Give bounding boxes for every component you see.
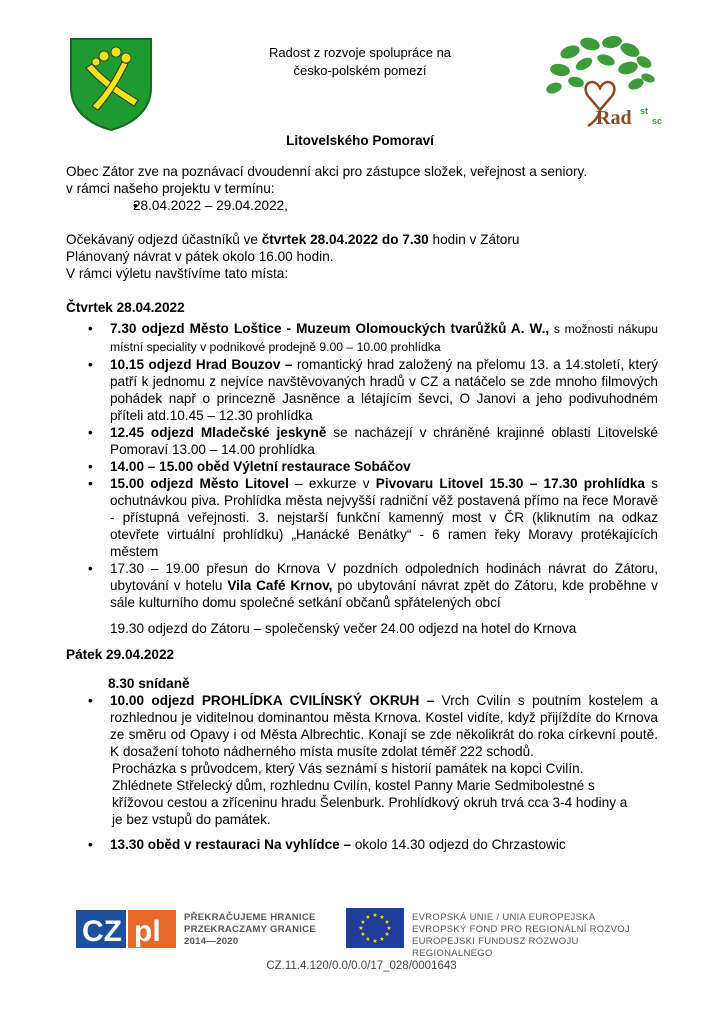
- czpl-line1: PŘEKRAČUJEME HRANICE: [184, 912, 316, 923]
- list-item: • 7.30 odjezd Město Loštice - Muzeum Olomouckých tvarůžků A. W., s možnosti nákupu místní speciality v podnikové prodejně 9.00 – 10.00 prohlídka: [66, 320, 658, 356]
- svg-text:★: ★: [386, 925, 392, 932]
- list-item: • 14.00 – 15.00 oběd Výletní restaurace Sobáčov: [66, 458, 658, 475]
- project-code: CZ.11.4.120/0.0/0.0/17_028/0001643: [266, 960, 457, 972]
- list-item: • 15.00 odjezd Město Litovel – exkurze v Pivovaru Litovel 15.30 – 17.30 prohlídka s ochutnávkou piva. Prohlídka města nejvyšší radniční věž postavená přímo na řece Moravě - přístupná veřejnosti. 3. nejstarší funkční kamenný most v ČR (kliknutím na odkaz otevřete virtuální prohlídku) „Hanácké Benátky“ - 6 ramen řeky Moravy protékajících městem: [66, 475, 658, 560]
- thursday-list: [66, 320, 658, 611]
- visit-line: V rámci výletu navštívíme tato místa:: [66, 266, 289, 281]
- radost-logo: [540, 32, 670, 132]
- svg-text:★: ★: [365, 914, 371, 921]
- svg-text:★: ★: [372, 912, 378, 919]
- friday-heading: Pátek 29.04.2022: [66, 647, 175, 662]
- radost-logo-suffix: st: [640, 106, 649, 116]
- eu-line1: EVROPSKÁ UNIE / UNIA EUROPEJSKA: [412, 912, 596, 923]
- radost-logo-text: Rad: [596, 107, 632, 129]
- document-body: [66, 163, 658, 853]
- eu-flag-icon: [346, 908, 404, 948]
- friday-list: [66, 692, 658, 760]
- czpl-logo-text2: pl: [134, 915, 161, 948]
- project-header-line1: Radost z rozvoje spolupráce na: [268, 45, 452, 60]
- friday-breakfast: 8.30 snídaně: [108, 676, 190, 691]
- svg-text:★: ★: [379, 914, 385, 921]
- list-item: • 13.30 oběd v restauraci Na vyhlídce – okolo 14.30 odjezd do Chrzastowic: [66, 836, 658, 853]
- eu-line3: EUROPEJSKI FUNDUSZ ROZWOJU REGIONALNEGO: [412, 936, 579, 959]
- czpl-line2: PRZEKRACZAMY GRANICE: [184, 924, 316, 935]
- return-line: Plánovaný návrat v pátek okolo 16.00 hodin.: [66, 249, 334, 264]
- intro-line2: v rámci našeho projektu v termínu:: [66, 181, 275, 196]
- eu-text: [412, 912, 662, 960]
- friday-tour-text: Procházka s průvodcem, který Vás seznámí s historií památek na kopci Cvilín. Zhlédnete Střelecký dům, rozhlednu Cvilín, kostel Panny Marie Sedmibolestné s křížovou cestou a zříceninu hradu Šelenburk. Prohlídkový okruh trvá cca 3-4 hodiny a je bez vstupů do památek.: [112, 761, 628, 827]
- svg-text:★: ★: [360, 919, 366, 926]
- czpl-logo: [76, 908, 176, 950]
- document-subtitle: Litovelského Pomoraví: [286, 133, 434, 148]
- czpl-logo-text: CZ: [82, 915, 122, 948]
- list-item: • 17.30 – 19.00 přesun do Krnova V pozdních odpoledních hodinách návrat do Zátoru, ubytování v hotelu Vila Café Krnov, po ubytování návrat zpět do Zátoru, kde proběhne v sále kulturního domu společné setkání občanů spřátelených obcí: [66, 560, 658, 611]
- czpl-line3: 2014—2020: [184, 936, 239, 947]
- svg-text:★: ★: [372, 938, 378, 945]
- radost-logo-suffix2: sc: [652, 116, 663, 126]
- date-list: [111, 197, 658, 214]
- project-header-line2: česko-polském pomezí: [293, 63, 427, 78]
- footer-logos: [76, 904, 656, 959]
- project-header: [200, 44, 520, 80]
- svg-text:★: ★: [360, 931, 366, 938]
- thursday-evening: 19.30 odjezd do Zátoru – společenský večer 24.00 odjezd na hotel do Krnova: [110, 621, 577, 636]
- municipal-crest-logo: [68, 36, 154, 132]
- departure-line: Očekávaný odjezd účastníků ve čtvrtek 28.04.2022 do 7.30 hodin v Zátoru: [66, 232, 520, 247]
- svg-text:★: ★: [358, 925, 364, 932]
- svg-text:★: ★: [384, 931, 390, 938]
- list-item: • 12.45 odjezd Mladečské jeskyně se nacházejí v chráněné krajinné oblasti Litovelské Pomoraví 13.00 – 14.00 prohlídka: [66, 424, 658, 458]
- date-range: • 28.04.2022 – 29.04.2022,: [111, 197, 658, 214]
- intro-line1: Obec Zátor zve na poznávací dvoudenní akci pro zástupce složek, veřejnost a seniory.: [66, 164, 588, 179]
- czpl-text: [184, 912, 334, 948]
- svg-text:★: ★: [384, 919, 390, 926]
- thursday-heading: Čtvrtek 28.04.2022: [66, 300, 185, 315]
- list-item: • 10.15 odjezd Hrad Bouzov – romantický hrad založený na přelomu 13. a 14.století, který patří k jednomu z nejvíce navštěvovaných hradů v CZ a natáčelo se zde mnoho filmových pohádek např o princezně Jasněnce a létajícím ševci, O Janovi a jeho podivuhodném příteli atd.10.45 – 12.30 prohlídka: [66, 356, 658, 424]
- friday-list-2: [66, 836, 658, 853]
- svg-text:★: ★: [365, 936, 371, 943]
- svg-text:★: ★: [379, 936, 385, 943]
- list-item: • 10.00 odjezd PROHLÍDKA CVILÍNSKÝ OKRUH – Vrch Cvilín s poutním kostelem a rozhlednou je viditelnou dominantou města Krnova. Kostel vidíte, když přijíždíte do Krnova ze směru od Opavy i od Města Albrechtic. Konají se zde několikrát do roka církevní poutě. K dosažení tohoto nádherného místa musíte zdolat téměř 222 schodů.: [66, 692, 658, 760]
- eu-line2: EVROPSKÝ FOND PRO REGIONÁLNÍ ROZVOJ: [412, 924, 630, 935]
